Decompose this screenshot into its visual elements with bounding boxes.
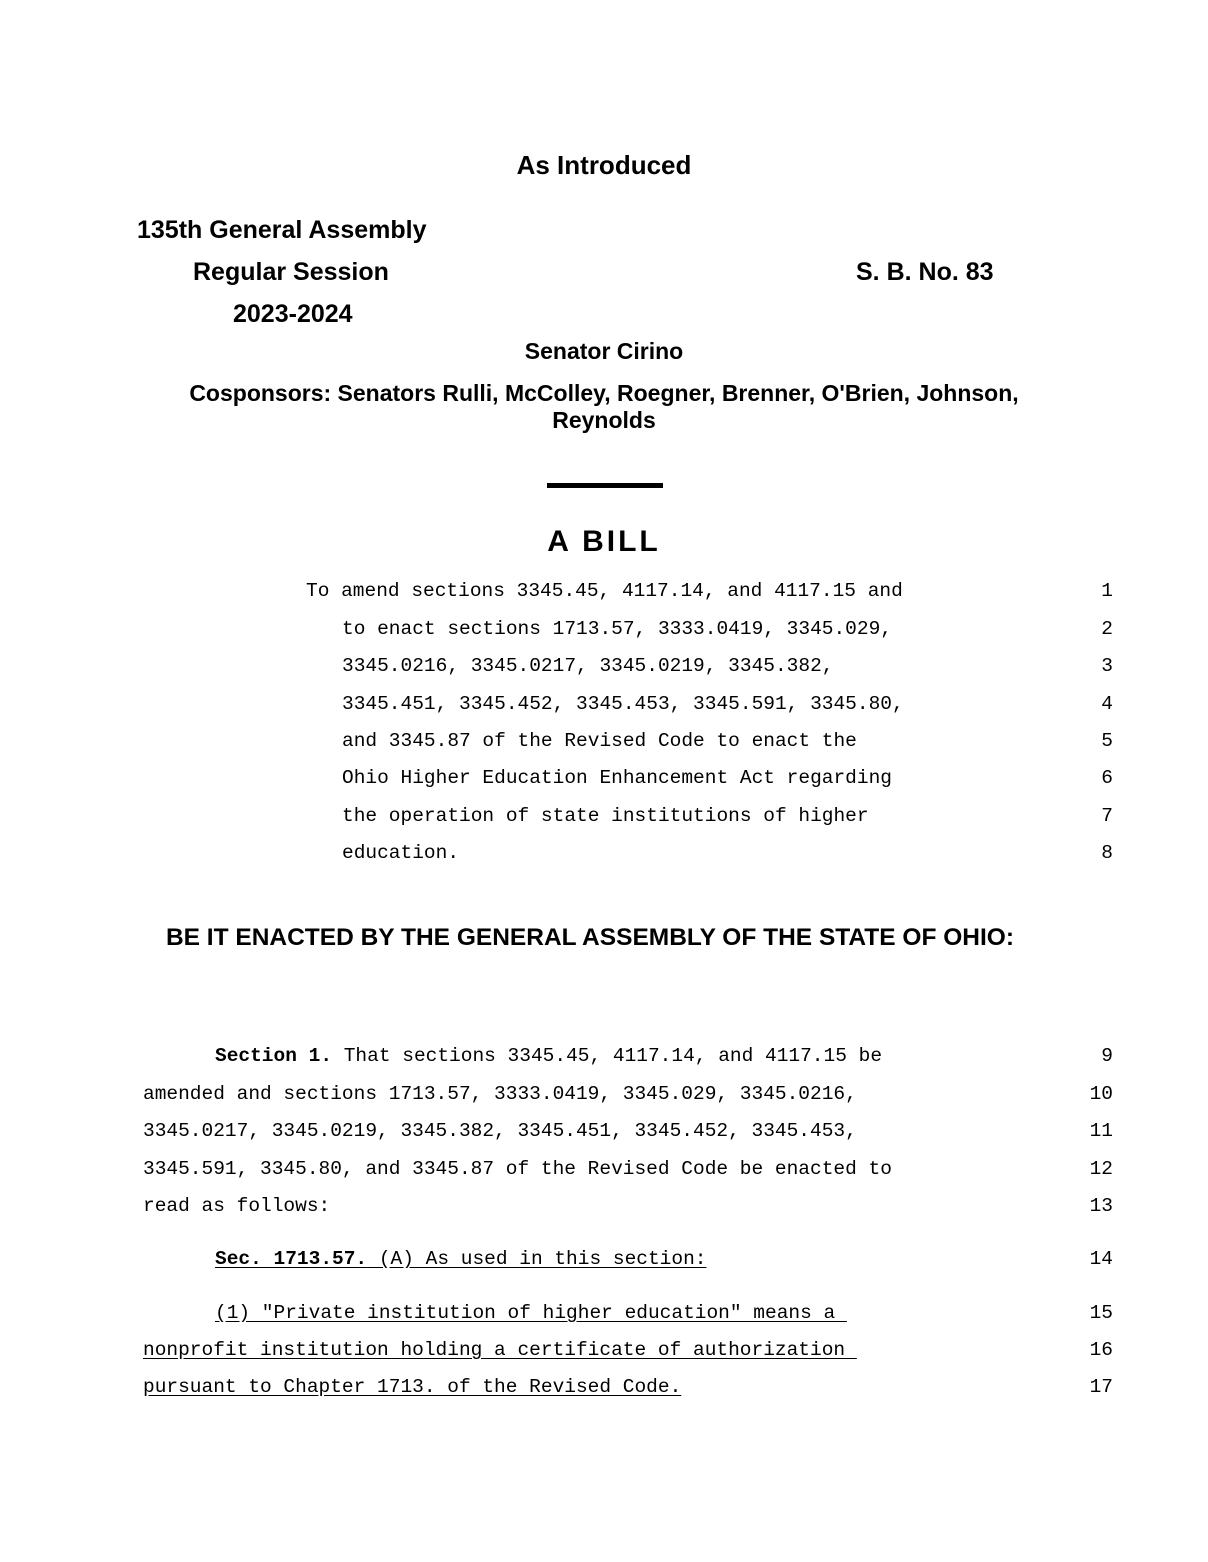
line-number: 6 (1101, 767, 1113, 789)
line-number: 14 (1089, 1248, 1113, 1270)
line-number: 11 (1089, 1120, 1113, 1142)
body-line: pursuant to Chapter 1713. of the Revised Code. (143, 1376, 682, 1398)
sponsor: Senator Cirino (524, 338, 684, 364)
session-years: 2023-2024 (233, 300, 353, 328)
line-number: 17 (1089, 1376, 1113, 1398)
divider-rule (547, 483, 663, 488)
bill-title: A BILL (547, 525, 661, 558)
line-number: 3 (1101, 655, 1113, 677)
line-number: 12 (1089, 1158, 1113, 1180)
title-line: the operation of state institutions of higher (342, 805, 869, 827)
title-line: and 3345.87 of the Revised Code to enact the (342, 730, 857, 752)
section-1-first-line (215, 1045, 882, 1067)
line-number: 5 (1101, 730, 1113, 752)
section-heading-line (215, 1248, 706, 1270)
body-line-text: That sections 3345.45, 4117.14, and 4117.15 be (332, 1045, 883, 1067)
cosponsors-line-2: Reynolds (552, 407, 656, 433)
title-line: Ohio Higher Education Enhancement Act regarding (342, 767, 892, 789)
line-number: 13 (1089, 1195, 1113, 1217)
section-1-label: Section 1. (215, 1045, 333, 1067)
body-line: 3345.591, 3345.80, and 3345.87 of the Revised Code be enacted to (143, 1158, 892, 1180)
bill-status: As Introduced (516, 150, 692, 180)
title-line: to enact sections 1713.57, 3333.0419, 3345.029, (342, 618, 892, 640)
enacting-clause: BE IT ENACTED BY THE GENERAL ASSEMBLY OF THE STATE OF OHIO: (165, 924, 1015, 951)
body-line: (1) "Private institution of higher education" means a (215, 1302, 847, 1324)
line-number: 2 (1101, 618, 1113, 640)
body-line: nonprofit institution holding a certificate of authorization (143, 1339, 857, 1361)
bill-number: S. B. No. 83 (856, 258, 994, 286)
line-number: 9 (1101, 1045, 1113, 1067)
title-line: 3345.451, 3345.452, 3345.453, 3345.591, 3345.80, (342, 693, 904, 715)
general-assembly: 135th General Assembly (137, 216, 427, 244)
title-line: education. (342, 842, 460, 864)
line-number: 7 (1101, 805, 1113, 827)
title-line: To amend sections 3345.45, 4117.14, and 4117.15 and (306, 580, 903, 602)
section-heading: Sec. 1713.57. (215, 1248, 368, 1270)
line-number: 4 (1101, 693, 1113, 715)
section-heading-text: (A) As used in this section: (367, 1248, 707, 1270)
body-line: read as follows: (143, 1195, 331, 1217)
line-number: 15 (1089, 1302, 1113, 1324)
title-line: 3345.0216, 3345.0217, 3345.0219, 3345.382, (342, 655, 834, 677)
line-number: 10 (1089, 1083, 1113, 1105)
line-number: 16 (1089, 1339, 1113, 1361)
session-label: Regular Session (193, 258, 389, 286)
body-line: 3345.0217, 3345.0219, 3345.382, 3345.451, 3345.452, 3345.453, (143, 1120, 857, 1142)
cosponsors-line-1: Cosponsors: Senators Rulli, McColley, Roegner, Brenner, O'Brien, Johnson, (189, 380, 1019, 406)
line-number: 1 (1101, 580, 1113, 602)
line-number: 8 (1101, 842, 1113, 864)
body-line: amended and sections 1713.57, 3333.0419, 3345.029, 3345.0216, (143, 1083, 857, 1105)
